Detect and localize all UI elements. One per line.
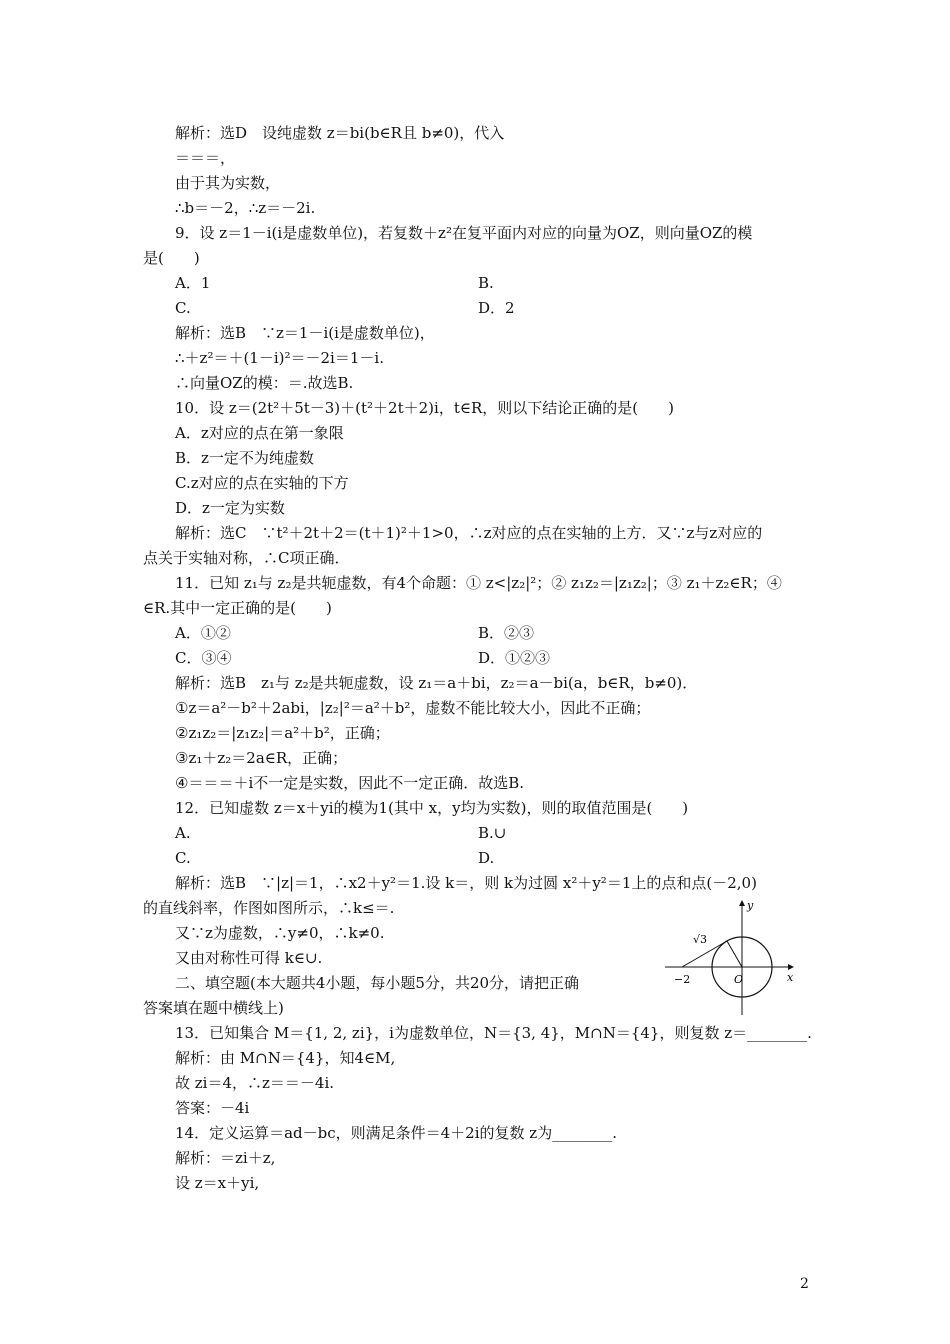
text-line: ∴向量OZ的模：＝.故选B. bbox=[175, 374, 354, 392]
x-axis-label: x bbox=[787, 971, 794, 984]
text-line: ②z₁z₂＝|z₁z₂|＝a²＋b²，正确； bbox=[175, 724, 390, 742]
text-line: 是( ) bbox=[143, 249, 200, 267]
neg-two-label: −2 bbox=[674, 973, 691, 986]
text-line: 的直线斜率，作图如图所示，∴k≤＝. bbox=[143, 899, 395, 917]
text-line: ∴b＝－2，∴z＝－2i. bbox=[175, 199, 316, 217]
question-12-stem: 12．已知虚数 z＝x＋yi的模为1(其中 x，y均为实数)，则的取值范围是( ) bbox=[175, 799, 689, 817]
text-line: ＝＝＝， bbox=[175, 149, 236, 167]
question-9-stem: 9．设 z＝1－i(i是虚数单位)，若复数＋z²在复平面内对应的向量为OZ，则向量OZ的模 bbox=[175, 224, 753, 242]
sqrt3-label: √3 bbox=[693, 933, 708, 946]
option-a: A. bbox=[175, 824, 191, 842]
text-line: 点关于实轴对称，∴C项正确． bbox=[143, 549, 350, 567]
text-line: 设 z＝x＋yi, bbox=[175, 1174, 260, 1192]
section-heading: 二、填空题(本大题共4小题，每小题5分，共20分，请把正确 bbox=[175, 974, 580, 992]
text-line: 答案填在题中横线上) bbox=[143, 999, 284, 1017]
answer-line: 答案：－4i bbox=[175, 1099, 250, 1117]
option-a: A．①② bbox=[175, 624, 231, 642]
question-13-stem: 13．已知集合 M＝{1, 2, zi}，i为虚数单位，N＝{3, 4}，M∩N＝{4}，则复数 z＝________. bbox=[175, 1024, 812, 1042]
text-line: 解析：由 M∩N＝{4}，知4∈M, bbox=[175, 1049, 396, 1067]
text-line: 解析：选B ∵|z|＝1，∴x2＋y²＝1.设 k＝，则 k为过圆 x²＋y²＝1上的点和点(－2,0) bbox=[175, 874, 757, 892]
text-line: 解析：选D 设纯虚数 z＝bi(b∈R且 b≠0)，代入 bbox=[175, 124, 505, 142]
page-number: 2 bbox=[800, 1276, 809, 1292]
question-14-stem: 14．定义运算＝ad－bc，则满足条件＝4＋2i的复数 z为________. bbox=[175, 1124, 617, 1142]
text-line: ①z＝a²－b²＋2abi，|z₂|²＝a²＋b²，虚数不能比较大小，因此不正确； bbox=[175, 699, 651, 717]
radius-line bbox=[727, 941, 742, 967]
option-a: A．z对应的点在第一象限 bbox=[175, 424, 344, 442]
option-c: C. bbox=[175, 849, 191, 867]
text-line: ③z₁＋z₂＝2a∈R，正确； bbox=[175, 749, 348, 767]
text-line: 又由对称性可得 k∈∪. bbox=[175, 949, 323, 967]
question-10-stem: 10．设 z＝(2t²＋5t－3)＋(t²＋2t＋2)i，t∈R，则以下结论正确的是( ) bbox=[175, 399, 674, 417]
origin-label: O bbox=[734, 973, 744, 986]
text-line: 故 zi＝4，∴z＝＝－4i. bbox=[175, 1074, 335, 1092]
option-b: B. bbox=[478, 274, 494, 292]
option-d: D．z一定为实数 bbox=[175, 499, 285, 517]
y-axis-label: y bbox=[747, 899, 754, 912]
text-line: ∴＋z²＝＋(1－i)²＝－2i＝1－i. bbox=[175, 349, 384, 367]
text-line: 解析：选B z₁与 z₂是共轭虚数，设 z₁＝a＋bi，z₂＝a－bi(a，b∈R，b≠0)． bbox=[175, 674, 698, 692]
text-line: 又∵z为虚数，∴y≠0，∴k≠0. bbox=[175, 924, 385, 942]
unit-circle-figure bbox=[655, 895, 805, 1020]
option-d: D．2 bbox=[478, 299, 515, 317]
text-line: 由于其为实数， bbox=[175, 174, 281, 192]
option-d: D. bbox=[478, 849, 495, 867]
text-line: ∈R.其中一定正确的是( ) bbox=[143, 599, 332, 617]
text-line: 解析：选C ∵t²＋2t＋2＝(t＋1)²＋1>0，∴z对应的点在实轴的上方．又∵z与z对应的 bbox=[175, 524, 763, 542]
text-line: 解析：＝zi＋z, bbox=[175, 1149, 276, 1167]
text-line: ④＝＝＝＋i不一定是实数，因此不一定正确．故选B. bbox=[175, 774, 525, 792]
question-11-stem: 11．已知 z₁与 z₂是共轭虚数，有4个命题：① z<|z₂|²；② z₁z₂＝|z₁z₂|；③ z₁＋z₂∈R；④ bbox=[175, 574, 782, 592]
option-a: A．1 bbox=[175, 274, 211, 292]
option-b: B．z一定不为纯虚数 bbox=[175, 449, 314, 467]
text-line: 解析：选B ∵z＝1－i(i是虚数单位)， bbox=[175, 324, 435, 342]
option-b: B．②③ bbox=[478, 624, 535, 642]
option-c: C. bbox=[175, 299, 191, 317]
option-c: C.z对应的点在实轴的下方 bbox=[175, 474, 349, 492]
option-c: C．③④ bbox=[175, 649, 232, 667]
option-d: D．①②③ bbox=[478, 649, 551, 667]
option-b: B.∪ bbox=[478, 824, 507, 842]
